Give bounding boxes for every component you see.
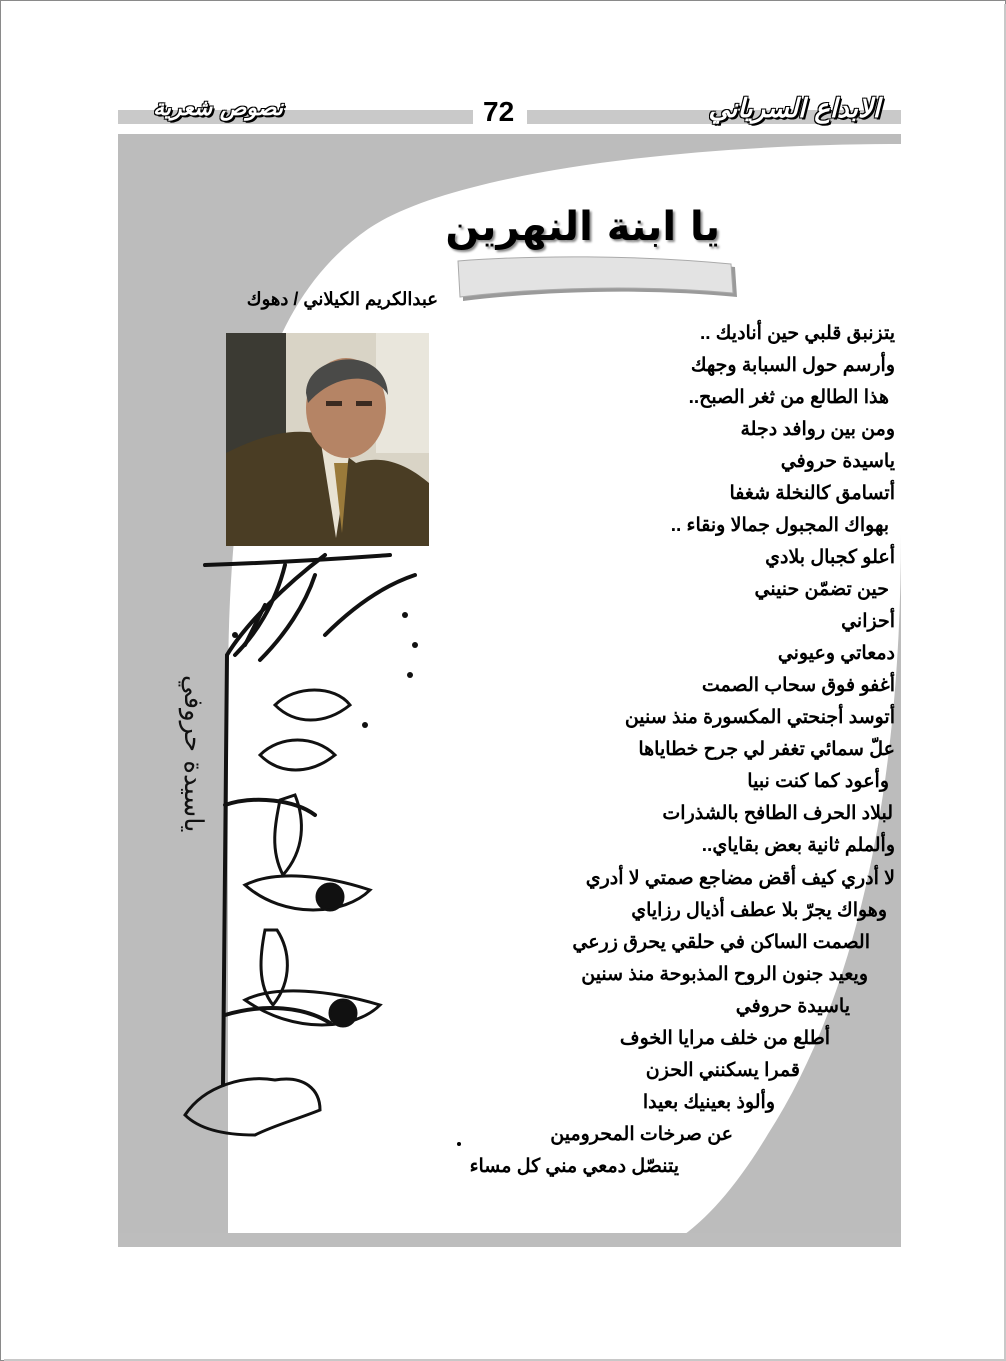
- poem-line: وهواك يجرّ بلا عطف أذيال رزاياي: [631, 900, 887, 921]
- bottom-bar: [118, 1233, 901, 1247]
- poem-line: وألملم ثانية بعض بقاياي..: [701, 835, 895, 856]
- poem-line: أغفو فوق سحاب الصمت: [701, 675, 895, 696]
- poem-line: أحزاني: [841, 611, 895, 632]
- author-photo: [226, 333, 429, 546]
- poem-line: وألوذ بعينيك بعيدا: [642, 1092, 775, 1113]
- poem-line: ومن بين روافد دجلة: [740, 419, 895, 440]
- poem-line: وأرسم حول السبابة وجهك: [690, 355, 895, 376]
- poem-line: حين تضمّن حنيني: [754, 579, 889, 600]
- author-name: عبدالكريم الكيلاني / دهوك: [246, 289, 438, 309]
- poem-line: لا أدري كيف أقض مضاجع صمتي لا أدري: [585, 868, 895, 889]
- poem-line: دمعاتي وعيوني: [777, 643, 895, 664]
- poem-line: أتسامق كالنخلة شغفا: [729, 483, 895, 504]
- stray-dot: [457, 1142, 461, 1146]
- poem-line: يتنصّل دمعي مني كل مساء: [469, 1156, 679, 1177]
- poem-line: وأعود كما كنت نبيا: [747, 771, 889, 792]
- poem-line: بهواك المجبول جمالا ونقاء ..: [670, 515, 889, 536]
- poem-line: هذا الطالع من ثغر الصبح..: [688, 387, 889, 408]
- poem-line: لبلاد الحرف الطافح بالشذرات: [662, 803, 893, 824]
- poem-line: ياسيدة حروفي: [735, 996, 850, 1017]
- poem-line: ويعيد جنون الروح المذبوحة منذ سنين: [581, 964, 868, 985]
- poem-line: يتزنبق قلبي حين أناديك ..: [699, 323, 895, 344]
- poem-line: قمرا يسكنني الحزن: [645, 1060, 800, 1081]
- poem-line: أتوسد أجنحتي المكسورة منذ سنين: [624, 707, 895, 728]
- calligraphy-drawing: [165, 545, 465, 1150]
- poem-title: يا ابنة النهرين: [445, 204, 720, 250]
- magazine-title: الابداع السرياني: [708, 94, 880, 124]
- drawing-text: ياسيدة حروفي: [178, 675, 208, 833]
- page-number: 72: [483, 96, 515, 127]
- section-title: نصوص شعرية: [153, 96, 283, 121]
- poem-line: أطلع من خلف مرايا الخوف: [619, 1028, 830, 1049]
- title-ribbon: [455, 255, 745, 307]
- poem-line: ياسيدة حروفي: [780, 451, 895, 472]
- poem-line: الصمت الساكن في حلقي يحرق زرعي: [572, 932, 870, 953]
- poem-line: عن صرخات المحرومين: [550, 1124, 733, 1145]
- poem-line: أعلو كجبال بلادي: [765, 547, 895, 568]
- poem-line: علّ سمائي تغفر لي جرح خطاياها: [638, 739, 895, 760]
